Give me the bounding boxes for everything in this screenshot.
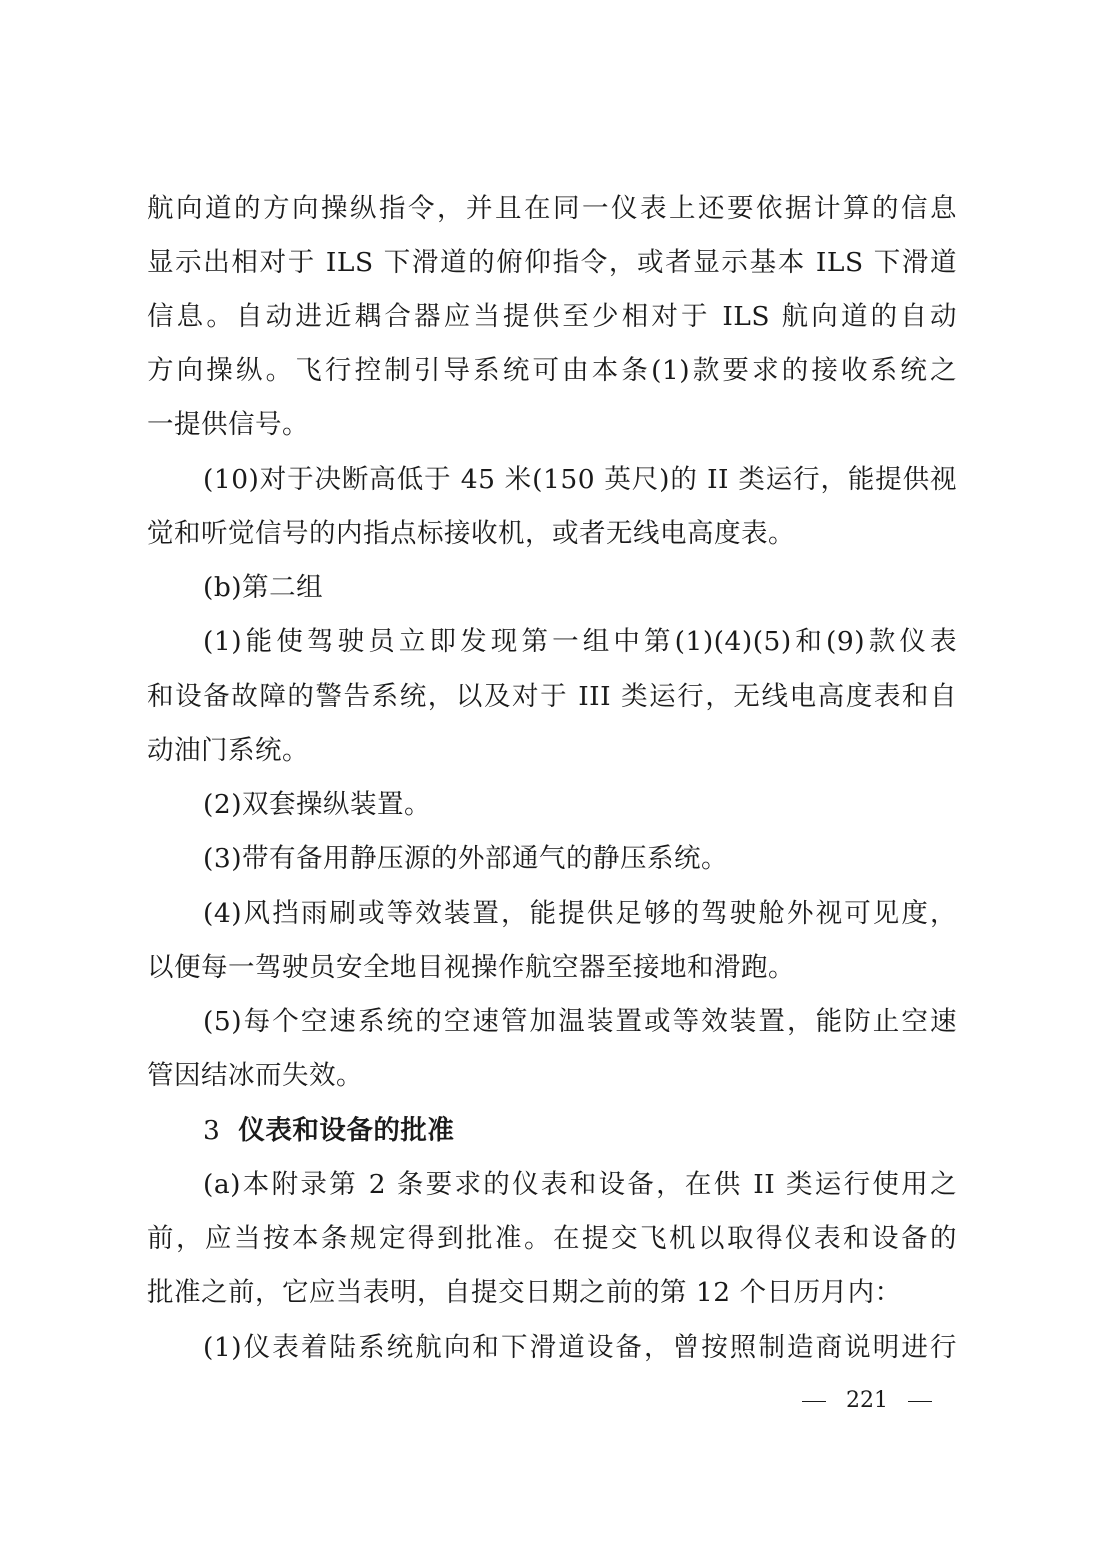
text-line: 一提供信号。 xyxy=(147,409,309,440)
page-number-value: 221 xyxy=(846,1388,888,1413)
section-number: 3 xyxy=(203,1115,221,1146)
subsection-heading: (b)第二组 xyxy=(203,572,324,603)
text-line: (1)仪表着陆系统航向和下滑道设备，曾按照制造商说明进行 xyxy=(203,1332,957,1363)
text-line: 显示出相对于 ILS 下滑道的俯仰指令，或者显示基本 ILS 下滑道 xyxy=(147,247,957,278)
text-line: (10)对于决断高低于 45 米(150 英尺)的 II 类运行，能提供视 xyxy=(203,464,957,495)
dash-right xyxy=(908,1401,932,1402)
text-line: 和设备故障的警告系统，以及对于 III 类运行，无线电高度表和自 xyxy=(147,681,957,712)
page-number xyxy=(802,1386,932,1416)
section-title: 仪表和设备的批准 xyxy=(238,1115,455,1146)
text-line: 信息。自动进近耦合器应当提供至少相对于 ILS 航向道的自动 xyxy=(147,301,957,332)
text-line: (4)风挡雨刷或等效装置，能提供足够的驾驶舱外视可见度， xyxy=(203,898,957,929)
text-line: (5)每个空速系统的空速管加温装置或等效装置，能防止空速 xyxy=(203,1006,957,1037)
text-line: 航向道的方向操纵指令，并且在同一仪表上还要依据计算的信息 xyxy=(147,193,957,224)
text-line: 觉和听觉信号的内指点标接收机，或者无线电高度表。 xyxy=(147,518,795,549)
text-line: (2)双套操纵装置。 xyxy=(203,789,432,820)
text-line: 批准之前，它应当表明，自提交日期之前的第 12 个日历月内： xyxy=(147,1277,902,1308)
text-line: 方向操纵。飞行控制引导系统可由本条(1)款要求的接收系统之 xyxy=(147,355,957,386)
text-line: 动油门系统。 xyxy=(147,735,309,766)
text-line: (a)本附录第 2 条要求的仪表和设备，在供 II 类运行使用之 xyxy=(203,1169,957,1200)
section-heading xyxy=(203,1114,454,1148)
dash-left xyxy=(802,1401,826,1402)
text-line: (1)能使驾驶员立即发现第一组中第(1)(4)(5)和(9)款仪表 xyxy=(203,626,957,657)
text-line: 前，应当按本条规定得到批准。在提交飞机以取得仪表和设备的 xyxy=(147,1223,957,1254)
text-line: 管因结冰而失效。 xyxy=(147,1060,363,1091)
text-line: 以便每一驾驶员安全地目视操作航空器至接地和滑跑。 xyxy=(147,952,795,983)
text-line: (3)带有备用静压源的外部通气的静压系统。 xyxy=(203,843,729,874)
